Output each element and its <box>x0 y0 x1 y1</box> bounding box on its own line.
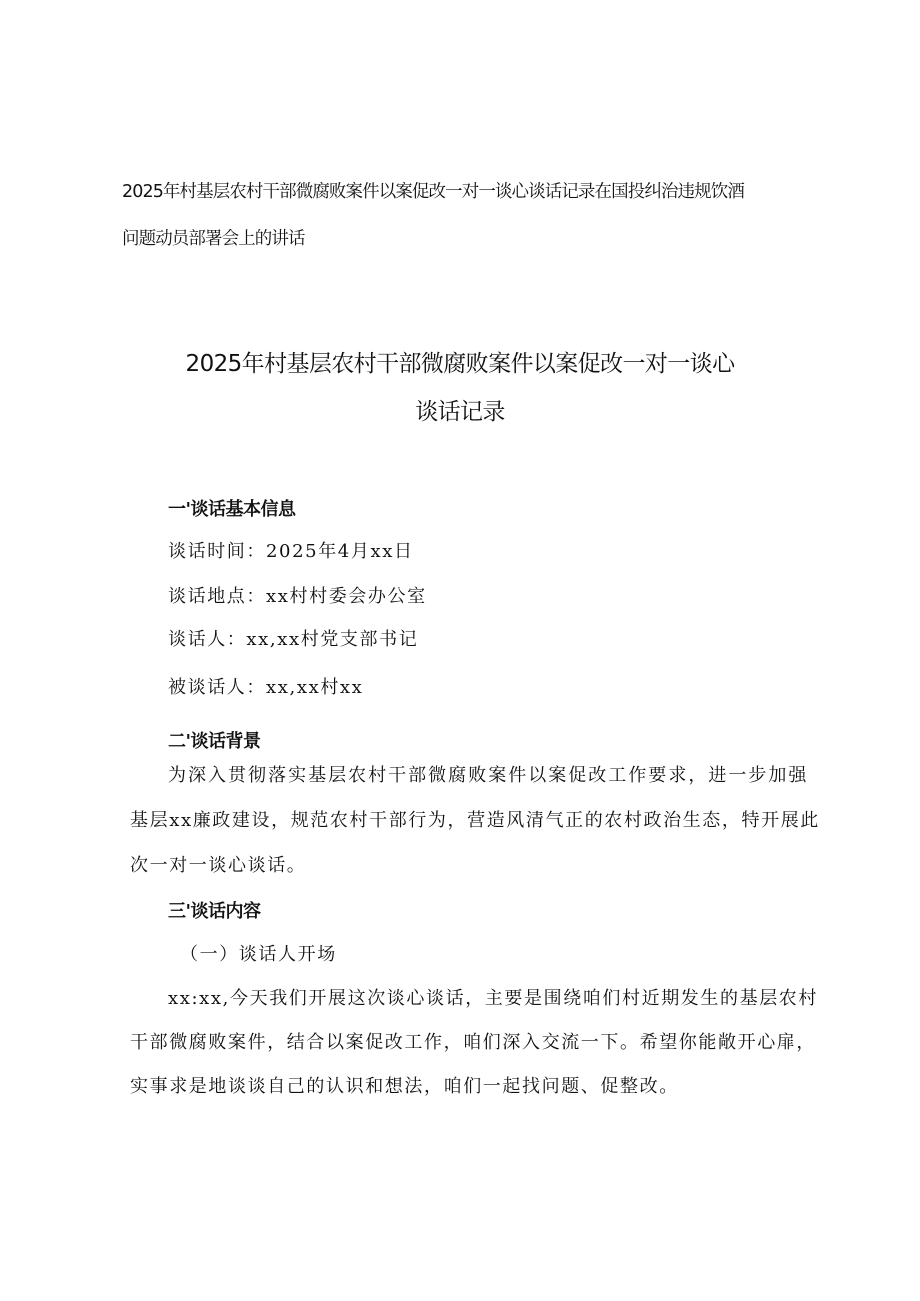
section-heading-content: 三'谈话内容 <box>168 901 261 922</box>
talk-listener: 被谈话人：xx,xx村xx <box>168 677 364 698</box>
background-paragraph-line-1: 为深入贯彻落实基层农村干部微腐败案件以案促改工作要求，进一步加强 <box>168 765 808 786</box>
main-title-line-1: 2025年村基层农村干部微腐败案件以案促改一对一谈心 <box>185 351 735 377</box>
document-title-line-1: 2025年村基层农村干部微腐败案件以案促改一对一谈心谈话记录在国投纠治违规饮酒 <box>122 182 744 202</box>
opening-paragraph-line-2: 干部微腐败案件，结合以案促改工作，咱们深入交流一下。希望你能敞开心扉， <box>130 1032 816 1053</box>
opening-paragraph-line-1: xx:xx,今天我们开展这次谈心谈话，主要是围绕咱们村近期发生的基层农村 <box>168 988 818 1009</box>
section-heading-basic-info: 一'谈话基本信息 <box>168 499 296 520</box>
main-title-line-2: 谈话记录 <box>415 399 505 425</box>
section-heading-background: 二'谈话背景 <box>168 731 261 752</box>
background-paragraph-line-3: 次一对一谈心谈话。 <box>130 855 307 876</box>
talk-speaker: 谈话人：xx,xx村党支部书记 <box>168 629 419 650</box>
document-title-line-2: 问题动员部署会上的讲话 <box>122 229 305 249</box>
background-paragraph-line-2: 基层xx廉政建设，规范农村干部行为，营造风清气正的农村政治生态，特开展此 <box>130 810 820 831</box>
talk-place: 谈话地点：xx村村委会办公室 <box>168 586 427 607</box>
subheading-opening: （一）谈话人开场 <box>180 944 337 965</box>
talk-time: 谈话时间：2025年4月xx日 <box>168 541 414 562</box>
opening-paragraph-line-3: 实事求是地谈谈自己的认识和想法，咱们一起找问题、促整改。 <box>130 1076 679 1097</box>
